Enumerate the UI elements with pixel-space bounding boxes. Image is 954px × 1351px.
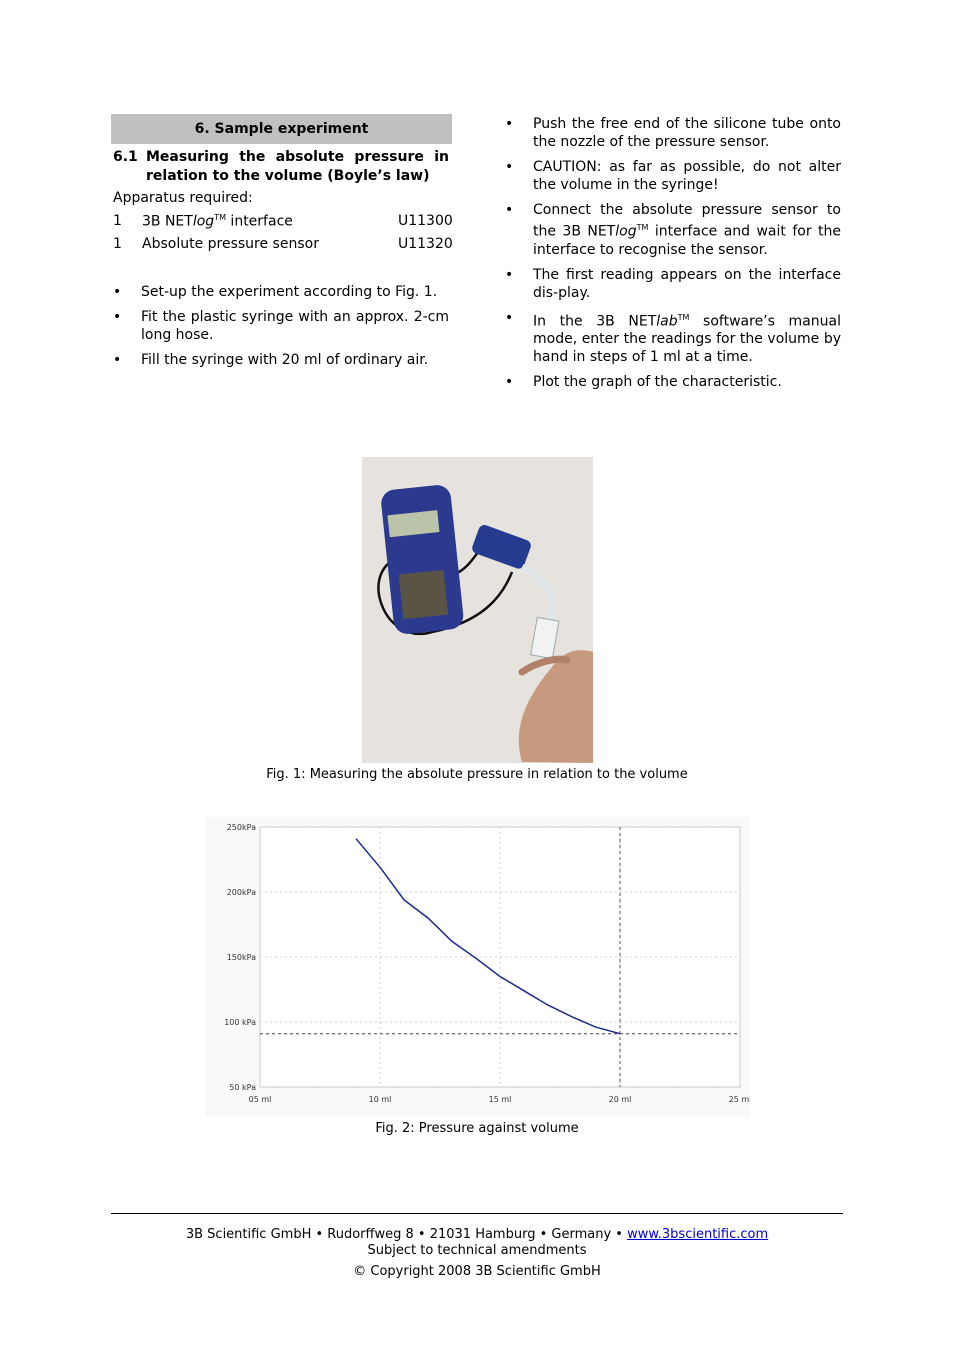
x-tick-label: 20 ml [608,1095,632,1104]
list-item: • Connect the absolute pressure sensor to the 3B NETlog™ interface and wait for the interface to recognise the sensor. [505,202,841,258]
y-tick-label: 50 kPa [229,1083,256,1092]
experiment-photo [362,457,593,763]
apparatus-item [113,236,453,252]
x-tick-label: 10 ml [368,1095,392,1104]
apparatus-label: Apparatus required: [113,190,253,206]
apparatus-code: U11320 [398,236,453,252]
apparatus-item [113,213,453,230]
y-tick-label: 100 kPa [224,1018,256,1027]
footer-divider [111,1213,843,1214]
list-item: • Plot the graph of the characteristic. [505,374,782,391]
section-heading: 6. Sample experiment [111,114,452,144]
list-item: • Fill the syringe with 20 ml of ordinary air. [113,352,429,368]
apparatus-name: 3B NETlog™ interface [142,213,293,230]
apparatus-qty: 1 [113,213,122,229]
list-item: • In the 3B NETlab™ software’s manual mode, enter the readings for the volume by hand in steps of 1 ml at a time. [505,309,841,366]
list-item: • The first reading appears on the interface dis-play. [505,266,841,301]
subsection-heading [113,148,449,186]
apparatus-name: Absolute pressure sensor [142,236,319,252]
footer-amendments: Subject to technical amendments [367,1243,587,1258]
fig1-caption: Fig. 1: Measuring the absolute pressure in relation to the volume [266,767,688,782]
y-tick-label: 150kPa [226,953,256,962]
footer-copyright: © Copyright 2008 3B Scientific GmbH [353,1264,601,1279]
right-bullet-list [505,115,841,398]
x-tick-label: 15 ml [488,1095,512,1104]
pressure-volume-chart [205,817,750,1117]
x-tick-label: 25 ml [728,1095,750,1104]
chart-svg [205,817,750,1117]
y-tick-label: 250kPa [226,823,256,832]
subsection-title: Measuring the absolute pressure in relation to the volume (Boyle’s law) [146,149,449,184]
list-item: • Push the free end of the silicone tube onto the nozzle of the pressure sensor. [505,116,841,150]
y-tick-label: 200kPa [226,888,256,897]
apparatus-qty: 1 [113,236,122,252]
left-bullet-list [113,283,449,376]
list-item: • Set-up the experiment according to Fig. 1. [113,284,438,300]
list-item: • CAUTION: as far as possible, do not alter the volume in the syringe! [505,159,841,193]
apparatus-code: U11300 [398,213,453,229]
footer-address: 3B Scientific GmbH • Rudorffweg 8 • 21031 Hamburg • Germany • www.3bscientific.com [185,1227,769,1242]
x-tick-label: 05 ml [248,1095,272,1104]
experiment-illustration [362,457,593,763]
website-link[interactable]: www.3bscientific.com [627,1227,769,1242]
list-item: • Fit the plastic syringe with an approx. 2-cm long hose. [113,309,449,343]
subsection-number: 6.1 [113,149,138,165]
fig2-caption: Fig. 2: Pressure against volume [375,1121,579,1136]
